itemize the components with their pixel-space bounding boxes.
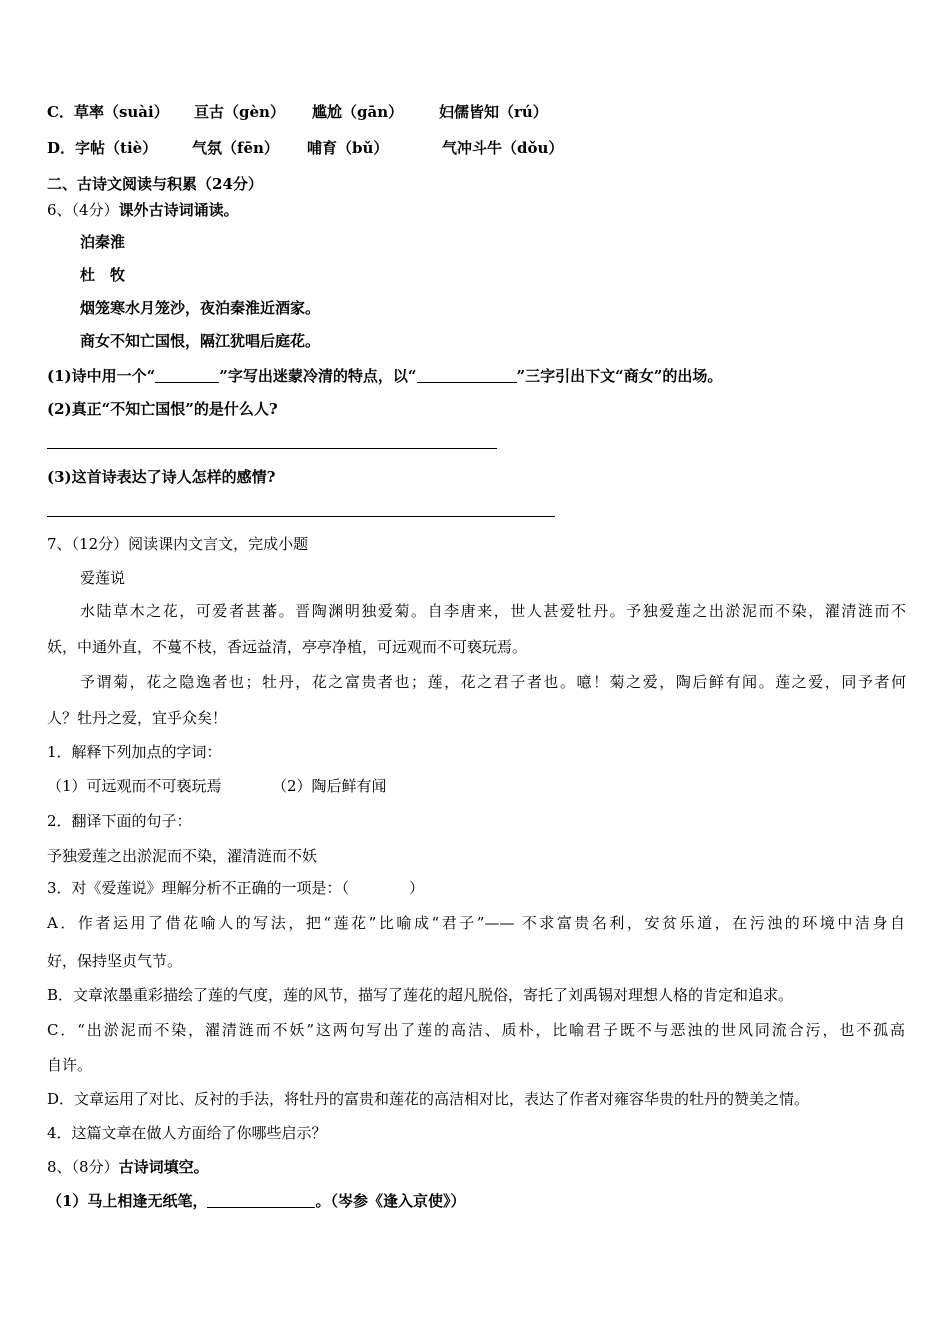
question-6-header: [47, 200, 239, 220]
question-title: 古诗词填空。: [118, 1158, 209, 1176]
question-7-header: [47, 534, 308, 554]
option-item: 哺育（bǔ）: [307, 139, 389, 157]
poem-line: 商女不知亡国恨，隔江犹唱后庭花。: [80, 332, 321, 350]
text-title: 爱莲说: [80, 569, 126, 587]
question-number: 6、（4分）: [47, 201, 119, 219]
sub-question: 2．翻译下面的句子：: [47, 812, 192, 830]
choice-a-cont: 好，保持坚贞气节。: [47, 952, 183, 970]
option-item: 妇儒皆知（rú）: [439, 103, 548, 121]
choice-d: D．文章运用了对比、反衬的手法，将牡丹的富贵和莲花的高洁相对比，表达了作者对雍容华贵的牡丹的赞美之情。: [47, 1090, 810, 1108]
option-d: [47, 138, 564, 158]
question-number: 8、（8分）: [47, 1158, 119, 1176]
sub-question: 1．解释下列加点的字词：: [47, 743, 222, 761]
question-8-header: [47, 1157, 209, 1177]
question-title: 阅读课内文言文，完成小题: [128, 535, 309, 553]
blank-field[interactable]: [207, 1192, 315, 1208]
poem-line: 烟笼寒水月笼沙，夜泊秦淮近酒家。: [80, 299, 321, 317]
poem-title: 泊秦淮: [80, 233, 126, 251]
option-item: 亘古（gèn）: [194, 103, 285, 121]
sentence-to-translate: 予独爱莲之出淤泥而不染，濯清涟而不妖: [47, 847, 318, 865]
option-item: 气冲斗牛（dǒu）: [442, 139, 564, 157]
question-number: 7、（12分）: [47, 535, 129, 553]
answer-line[interactable]: [47, 516, 555, 517]
option-item: 字帖（tiè）: [75, 139, 158, 157]
question-6-sub1: (1)诗中用一个“ ”字写出迷蒙冷清的特点，以“ ”三字引出下文“商女”的出场。: [47, 367, 723, 385]
option-label: D．: [47, 139, 76, 157]
choice-a: A．作者运用了借花喻人的写法，把“莲花”比喻成“君子”—— 不求富贵名利，安贫乐道，在污浊的环境中洁身自: [47, 914, 905, 932]
answer-line[interactable]: [47, 448, 497, 449]
passage-line: 妖，中通外直，不蔓不枝，香远益清，亭亭净植，可远观而不可亵玩焉。: [47, 638, 528, 656]
poem-author: 杜 牧: [80, 266, 126, 284]
option-item: 尴尬（gān）: [312, 103, 404, 121]
sub-question-items: （1）可远观而不可亵玩焉 （2）陶后鲜有闻: [47, 777, 387, 795]
question-6-sub2: (2)真正“不知亡国恨”的是什么人?: [47, 400, 278, 418]
option-item: 草率（suài）: [73, 103, 169, 121]
choice-b: B．文章浓墨重彩描绘了莲的气度，莲的风节，描写了莲花的超凡脱俗，寄托了刘禹锡对理想人格的肯定和追求。: [47, 986, 794, 1004]
choice-c-cont: 自许。: [47, 1056, 93, 1074]
blank-field[interactable]: [155, 367, 219, 383]
option-c: [47, 102, 548, 122]
blank-field[interactable]: [417, 367, 517, 383]
sub-question: 4．这篇文章在做人方面给了你哪些启示？: [47, 1124, 327, 1142]
passage-line: 人？牡丹之爱，宜乎众矣！: [47, 709, 228, 727]
option-label: C．: [47, 103, 74, 121]
sub-question: 3．对《爱莲说》理解分析不正确的一项是：（ ）: [47, 879, 425, 897]
passage-line: 水陆草木之花，可爱者甚蕃。晋陶渊明独爱菊。自李唐来，世人甚爱牡丹。予独爱莲之出淤泥而不染，濯清涟而不: [80, 602, 906, 620]
choice-c: C．“出淤泥而不染，濯清涟而不妖”这两句写出了莲的高洁、质朴，比喻君子既不与恶浊的世风同流合污，也不孤高: [47, 1021, 905, 1039]
option-item: 气氛（fēn）: [192, 139, 279, 157]
question-title: 课外古诗词诵读。: [118, 201, 239, 219]
section-heading: 二、古诗文阅读与积累（24分）: [47, 175, 263, 193]
question-6-sub3: (3)这首诗表达了诗人怎样的感情?: [47, 468, 276, 486]
question-8-sub1: （1）马上相逢无纸笔， 。（岑参《逢入京使》）: [47, 1192, 466, 1210]
passage-line: 予谓菊，花之隐逸者也；牡丹，花之富贵者也；莲，花之君子者也。噫！菊之爱，陶后鲜有闻。莲之爱，同予者何: [80, 673, 906, 691]
